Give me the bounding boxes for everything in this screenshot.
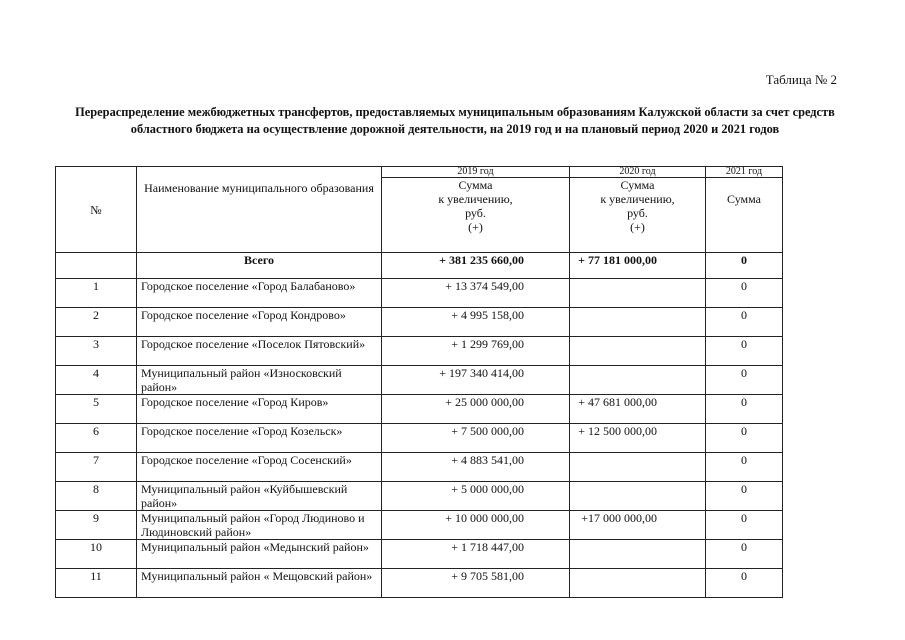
row-amount-2021: 0 (706, 308, 783, 337)
row-amount-2019: + 7 500 000,00 (382, 424, 570, 453)
row-num: 5 (56, 395, 137, 424)
row-name: Городское поселение «Город Кондрово» (137, 308, 382, 337)
row-amount-2020 (570, 308, 706, 337)
row-amount-2021: 0 (706, 337, 783, 366)
table-row (56, 366, 783, 395)
table-row (56, 540, 783, 569)
row-amount-2021: 0 (706, 540, 783, 569)
document-heading: Перераспределение межбюджетных трансфертов, предоставляемых муниципальным образованиям Калужской области за счет средств областного бюджета на осуществление дорожной деятельности, на 2019 год и на плановый период 2020 и 2021 годов (75, 105, 835, 136)
row-name: Муниципальный район «Медынский район» (137, 540, 382, 569)
row-amount-2019: + 1 718 447,00 (382, 540, 570, 569)
header-sum-2020: Сумма к увеличению, руб. (+) (570, 178, 706, 253)
row-num: 6 (56, 424, 137, 453)
row-amount-2019: + 13 374 549,00 (382, 279, 570, 308)
row-num: 10 (56, 540, 137, 569)
row-amount-2020: + 47 681 000,00 (570, 395, 706, 424)
header-num: № (56, 167, 137, 253)
row-amount-2019: + 197 340 414,00 (382, 366, 570, 395)
table-row (56, 308, 783, 337)
table-row (56, 337, 783, 366)
row-name: Муниципальный район «Город Людиново и Людиновский район» (137, 511, 382, 540)
total-2019: + 381 235 660,00 (382, 253, 570, 279)
row-num: 3 (56, 337, 137, 366)
row-num: 7 (56, 453, 137, 482)
header-sum-2019: Сумма к увеличению, руб. (+) (382, 178, 570, 253)
header-name: Наименование муниципального образования (137, 167, 382, 253)
row-amount-2019: + 10 000 000,00 (382, 511, 570, 540)
row-amount-2019: + 25 000 000,00 (382, 395, 570, 424)
row-amount-2021: 0 (706, 569, 783, 598)
row-name: Городское поселение «Город Сосенский» (137, 453, 382, 482)
row-amount-2021: 0 (706, 395, 783, 424)
table-row (56, 482, 783, 511)
row-amount-2019: + 4 883 541,00 (382, 453, 570, 482)
transfers-table (55, 166, 783, 598)
row-num: 11 (56, 569, 137, 598)
total-2021: 0 (706, 253, 783, 279)
table-row (56, 279, 783, 308)
table-row (56, 569, 783, 598)
header-year-2020: 2020 год (570, 167, 706, 178)
row-amount-2019: + 4 995 158,00 (382, 308, 570, 337)
row-amount-2021: 0 (706, 424, 783, 453)
table-row (56, 424, 783, 453)
header-year-2019: 2019 год (382, 167, 570, 178)
row-amount-2020 (570, 337, 706, 366)
row-amount-2020: +17 000 000,00 (570, 511, 706, 540)
row-amount-2020 (570, 569, 706, 598)
header-sum-2021: Сумма (706, 178, 783, 253)
row-amount-2021: 0 (706, 279, 783, 308)
header-year-2021: 2021 год (706, 167, 783, 178)
row-num: 1 (56, 279, 137, 308)
total-row (56, 253, 783, 279)
row-amount-2019: + 1 299 769,00 (382, 337, 570, 366)
row-num: 4 (56, 366, 137, 395)
table-row (56, 395, 783, 424)
row-amount-2020: + 12 500 000,00 (570, 424, 706, 453)
row-amount-2020 (570, 540, 706, 569)
row-amount-2020 (570, 482, 706, 511)
table-row (56, 511, 783, 540)
row-num: 8 (56, 482, 137, 511)
row-name: Муниципальный район «Износковский район» (137, 366, 382, 395)
row-name: Муниципальный район «Куйбышевский район» (137, 482, 382, 511)
header-years-row (56, 167, 783, 178)
total-label: Всего (137, 253, 382, 279)
row-name: Городское поселение «Город Балабаново» (137, 279, 382, 308)
row-num: 2 (56, 308, 137, 337)
row-name: Городское поселение «Город Козельск» (137, 424, 382, 453)
row-amount-2020 (570, 366, 706, 395)
row-amount-2019: + 9 705 581,00 (382, 569, 570, 598)
row-amount-2021: 0 (706, 366, 783, 395)
row-num: 9 (56, 511, 137, 540)
row-name: Городское поселение «Поселок Пятовский» (137, 337, 382, 366)
row-name: Муниципальный район « Мещовский район» (137, 569, 382, 598)
row-amount-2021: 0 (706, 482, 783, 511)
table-row (56, 453, 783, 482)
row-amount-2020 (570, 453, 706, 482)
row-amount-2020 (570, 279, 706, 308)
row-name: Городское поселение «Город Киров» (137, 395, 382, 424)
total-2020: + 77 181 000,00 (570, 253, 706, 279)
total-num-cell (56, 253, 137, 279)
row-amount-2021: 0 (706, 511, 783, 540)
row-amount-2021: 0 (706, 453, 783, 482)
table-caption: Таблица № 2 (765, 72, 837, 87)
row-amount-2019: + 5 000 000,00 (382, 482, 570, 511)
